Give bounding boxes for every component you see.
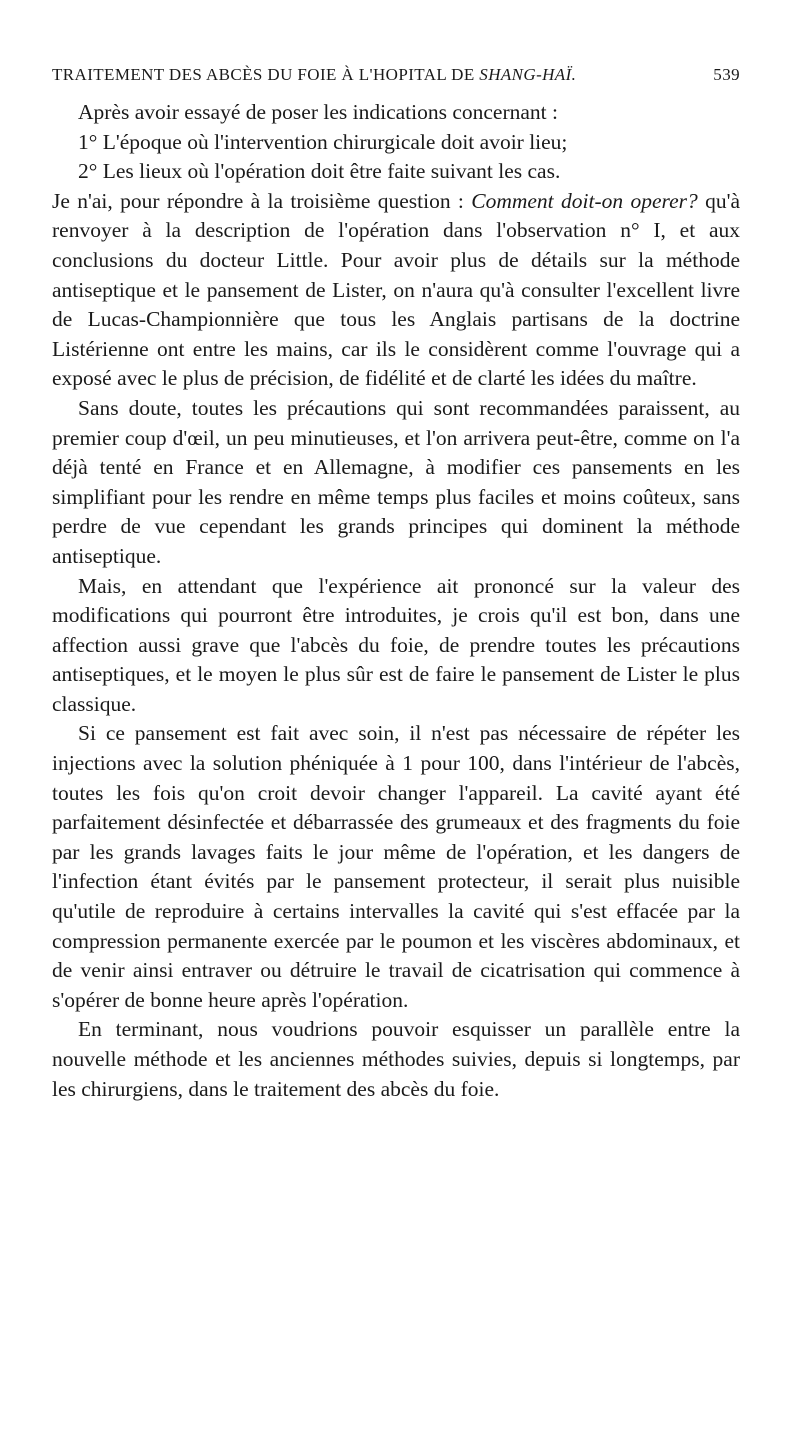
- running-title: [52, 64, 576, 86]
- list-item-1: 1° L'époque où l'intervention chirurgicale doit avoir lieu;: [78, 129, 568, 154]
- paragraph-7: En terminant, nous voudrions pouvoir esquisser un parallèle entre la nouvelle méthode et les anciennes méthodes suivies, depuis si longtemps, par les chirurgiens, dans le traitement des abcès du foie.: [52, 1017, 740, 1101]
- running-title-main: TRAITEMENT DES ABCÈS DU FOIE À L'HOPITAL DE: [52, 65, 480, 84]
- body-text: [52, 98, 740, 1104]
- paragraph-4: Sans doute, toutes les précautions qui sont recommandées paraissent, au premier coup d'œil, un peu minutieuses, et l'on arrivera peut-être, comme on l'a déjà tenté en France et en Allemagne, à modifier ces pansements en les simplifiant pour les rendre en même temps plus faciles et moins coûteux, sans perdre de vue cependant les grands principes qui dominent la méthode antiseptique.: [52, 395, 740, 568]
- paragraph-5: Mais, en attendant que l'expérience ait prononcé sur la valeur des modifications qui pourront être introduites, je crois qu'il est bon, dans une affection aussi grave que l'abcès du foie, de prendre toutes les précautions antiseptiques, et le moyen le plus sûr est de faire le pansement de Lister le plus classique.: [52, 573, 740, 716]
- running-header: [52, 64, 740, 86]
- running-title-place: SHANG-HAÏ.: [479, 65, 577, 84]
- paragraph-6: Si ce pansement est fait avec soin, il n'est pas nécessaire de répéter les injections avec la solution phéniquée à 1 pour 100, dans l'intérieur de l'abcès, toutes les fois qu'on croit devoir changer l'appareil. La cavité ayant été parfaitement désinfectée et débarrassée des grumeaux et des fragments du foie par les grands lavages faits le jour même de l'opération, et les dangers de l'infection étant évités par le pansement protecteur, il serait plus nuisible qu'utile de reproduire à certains intervalles la cavité qui s'est effacée par la compression permanente exercée par le poumon et les viscères abdominaux, et de venir ainsi entraver ou détruire le travail de cicatrisation qui commence à s'opérer de bonne heure après l'opération.: [52, 721, 740, 1012]
- paragraph-3: [52, 187, 740, 394]
- paragraph-3-rest: qu'à renvoyer à la description de l'opération dans l'observation n° I, et aux conclusions du docteur Little. Pour avoir plus de détails sur la méthode antiseptique et le pansement de Lister, on n'aura qu'à consulter l'excellent livre de Lucas-Championnière que tous les Anglais partisans de la doctrine Listérienne ont entre les mains, car ils le considèrent comme l'ouvrage qui a exposé avec le plus de précision, de fidélité et de clarté les idées du maître.: [52, 188, 740, 391]
- paragraph-3-question: Comment doit-on operer?: [471, 188, 698, 213]
- page-number: 539: [713, 65, 740, 84]
- paragraph-intro: Après avoir essayé de poser les indications concernant :: [78, 100, 559, 124]
- list-item-2: 2° Les lieux où l'opération doit être faite suivant les cas.: [78, 159, 561, 184]
- paragraph-3-start: Je n'ai, pour répondre à la troisième question :: [52, 188, 472, 213]
